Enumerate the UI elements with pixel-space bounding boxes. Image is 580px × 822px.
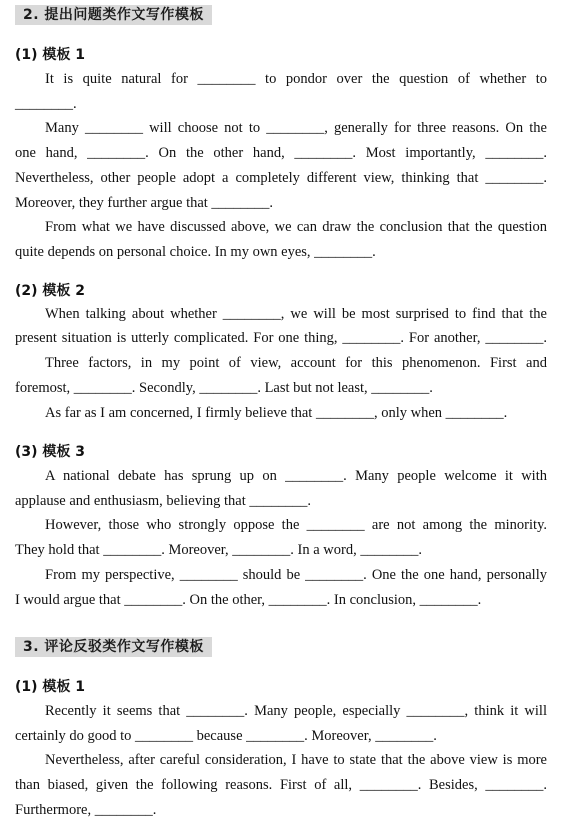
paragraph-line: Furthermore, ________. xyxy=(15,802,157,818)
paragraph-line: certainly do good to ________ because ________. Moreover, ________. xyxy=(15,728,437,744)
paragraph-line: As far as I am concerned, I firmly believe that ________, only when ________. xyxy=(45,405,508,421)
paragraph-line: quite depends on personal choice. In my own eyes, ________. xyxy=(15,244,376,260)
paragraph-line: Many ________ will choose not to ________, generally for three reasons. On the xyxy=(45,120,547,136)
section-2-title: 2. 提出问题类作文写作模板 xyxy=(15,5,212,25)
paragraph-line: than biased, given the following reasons. First of all, ________. Besides, ________. xyxy=(15,777,547,793)
paragraph-line: They hold that ________. Moreover, ________. In a word, ________. xyxy=(15,542,422,558)
paragraph-line: It is quite natural for ________ to pondor over the question of whether to xyxy=(45,71,547,87)
paragraph-line: However, those who strongly oppose the ________ are not among the minority. xyxy=(45,517,547,533)
template-2-heading: (2) 模板 2 xyxy=(15,283,86,299)
paragraph-line: one hand, ________. On the other hand, ________. Most importantly, ________. xyxy=(15,145,547,161)
paragraph-line: foremost, ________. Secondly, ________. Last but not least, ________. xyxy=(15,380,433,396)
paragraph-line: From my perspective, ________ should be ________. One the one hand, personally xyxy=(45,567,547,583)
paragraph-line: Recently it seems that ________. Many people, especially ________, think it will xyxy=(45,703,547,719)
paragraph-line: ________. xyxy=(15,96,77,112)
paragraph-line: Moreover, they further argue that ________. xyxy=(15,195,274,211)
paragraph-line: I would argue that ________. On the other, ________. In conclusion, ________. xyxy=(15,592,482,608)
paragraph-line: When talking about whether ________, we will be most surprised to find that the xyxy=(45,306,547,322)
paragraph-line: applause and enthusiasm, believing that ________. xyxy=(15,493,311,509)
template-1-heading: (1) 模板 1 xyxy=(15,679,86,695)
template-1-heading: (1) 模板 1 xyxy=(15,47,86,63)
paragraph-line: Nevertheless, other people adopt a completely different view, thinking that ________. xyxy=(15,170,547,186)
paragraph-line: A national debate has sprung up on ________. Many people welcome it with xyxy=(45,468,547,484)
paragraph-line: From what we have discussed above, we can draw the conclusion that the question xyxy=(45,219,547,235)
section-3-title: 3. 评论反驳类作文写作模板 xyxy=(15,637,212,657)
template-3-heading: (3) 模板 3 xyxy=(15,444,86,460)
paragraph-line: Three factors, in my point of view, account for this phenomenon. First and xyxy=(45,355,547,371)
paragraph-line: Nevertheless, after careful consideration, I have to state that the above view is more xyxy=(45,752,547,768)
paragraph-line: present situation is utterly complicated. For one thing, ________. For another, ________. xyxy=(15,330,547,346)
